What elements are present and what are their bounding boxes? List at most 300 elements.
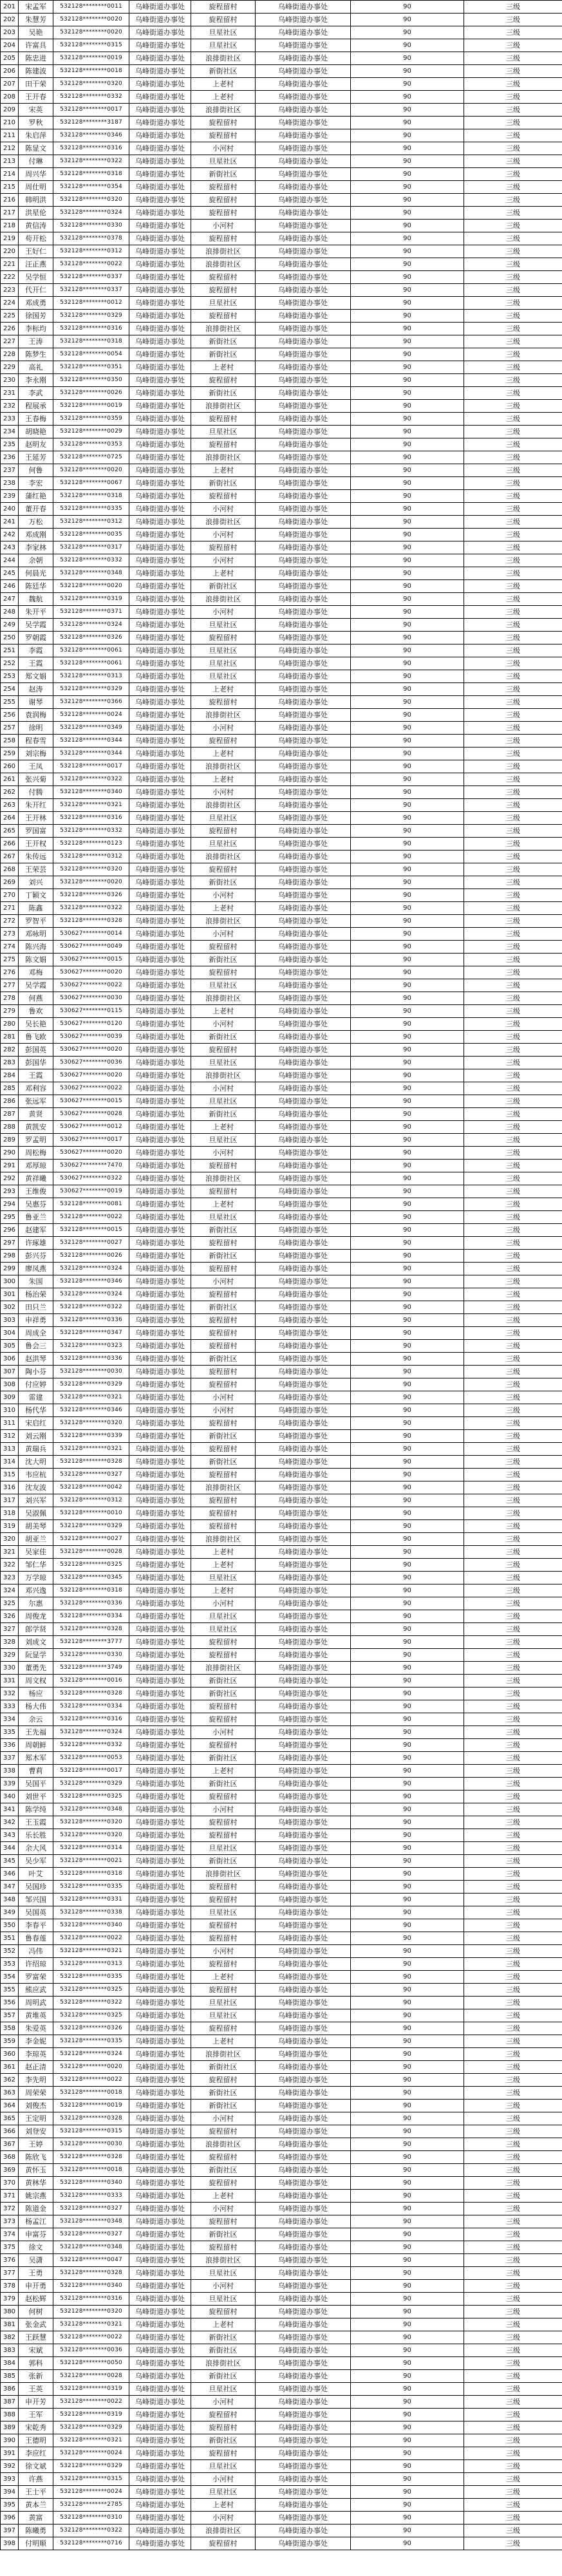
office-cell: 乌峰街道办事处 bbox=[129, 104, 191, 117]
person-name-cell: 邓兴逸 bbox=[19, 1584, 53, 1597]
grade-cell: 三级 bbox=[464, 335, 562, 348]
person-name-cell: 吴国珍 bbox=[19, 1881, 53, 1894]
table-row bbox=[1, 1366, 562, 1378]
issuer-cell: 乌峰街道办事处 bbox=[256, 1984, 351, 1997]
person-name-cell: 吴国英 bbox=[19, 1906, 53, 1919]
person-name-cell: 李家林 bbox=[19, 541, 53, 554]
person-name-cell: 李霞 bbox=[19, 644, 53, 657]
score-cell: 90 bbox=[351, 1778, 464, 1791]
issuer-cell: 乌峰街道办事处 bbox=[256, 1121, 351, 1134]
grade-cell: 三级 bbox=[464, 323, 562, 335]
score-cell: 90 bbox=[351, 1044, 464, 1057]
community-cell: 浪排街社区 bbox=[191, 1069, 256, 1082]
score-cell: 90 bbox=[351, 2061, 464, 2074]
community-cell: 浪排街社区 bbox=[191, 709, 256, 722]
id-number-cell: 532128********0329 bbox=[53, 2421, 129, 2434]
score-cell: 90 bbox=[351, 799, 464, 812]
row-number-cell: 349 bbox=[1, 1906, 19, 1919]
table-row bbox=[1, 258, 562, 271]
table-row bbox=[1, 2524, 562, 2537]
grade-cell: 三级 bbox=[464, 1649, 562, 1662]
score-cell: 90 bbox=[351, 1675, 464, 1688]
grade-cell: 三级 bbox=[464, 941, 562, 954]
id-number-cell: 532128********0337 bbox=[53, 271, 129, 284]
id-number-cell: 532128********0081 bbox=[53, 1198, 129, 1211]
grade-cell: 三级 bbox=[464, 2048, 562, 2061]
office-cell: 乌峰街道办事处 bbox=[129, 490, 191, 503]
office-cell: 乌峰街道办事处 bbox=[129, 284, 191, 297]
community-cell: 新街社区 bbox=[191, 1855, 256, 1868]
office-cell: 乌峰街道办事处 bbox=[129, 2409, 191, 2421]
score-cell: 90 bbox=[351, 1121, 464, 1134]
id-number-cell: 532128********0320 bbox=[53, 2306, 129, 2318]
score-cell: 90 bbox=[351, 1198, 464, 1211]
id-number-cell: 532128********0322 bbox=[53, 155, 129, 168]
row-number-cell: 336 bbox=[1, 1739, 19, 1752]
score-cell: 90 bbox=[351, 2087, 464, 2100]
person-name-cell: 刘世平 bbox=[19, 1791, 53, 1803]
score-cell: 90 bbox=[351, 168, 464, 181]
table-row bbox=[1, 1224, 562, 1237]
score-cell: 90 bbox=[351, 1108, 464, 1121]
issuer-cell: 乌峰街道办事处 bbox=[256, 2177, 351, 2190]
issuer-cell: 乌峰街道办事处 bbox=[256, 1572, 351, 1584]
score-cell: 90 bbox=[351, 1057, 464, 1069]
id-number-cell: 532128********0053 bbox=[53, 1752, 129, 1765]
issuer-cell: 乌峰街道办事处 bbox=[256, 1584, 351, 1597]
row-number-cell: 309 bbox=[1, 1391, 19, 1404]
grade-cell: 三级 bbox=[464, 2370, 562, 2383]
office-cell: 乌峰街道办事处 bbox=[129, 2293, 191, 2306]
id-number-cell: 532128********0347 bbox=[53, 1327, 129, 1340]
score-cell: 90 bbox=[351, 941, 464, 954]
id-number-cell: 530627********0020 bbox=[53, 1147, 129, 1160]
office-cell: 乌峰街道办事处 bbox=[129, 1404, 191, 1417]
id-number-cell: 532128********0353 bbox=[53, 438, 129, 451]
id-number-cell: 532128********0054 bbox=[53, 348, 129, 361]
office-cell: 乌峰街道办事处 bbox=[129, 1778, 191, 1791]
score-cell: 90 bbox=[351, 1378, 464, 1391]
community-cell: 上老村 bbox=[191, 747, 256, 760]
community-cell: 旦星社区 bbox=[191, 670, 256, 683]
score-cell: 90 bbox=[351, 1391, 464, 1404]
person-name-cell: 许燕 bbox=[19, 2473, 53, 2486]
row-number-cell: 304 bbox=[1, 1327, 19, 1340]
id-number-cell: 530627********0015 bbox=[53, 954, 129, 966]
community-cell: 旋程留村 bbox=[191, 2177, 256, 2190]
office-cell: 乌峰街道办事处 bbox=[129, 2151, 191, 2164]
row-number-cell: 235 bbox=[1, 438, 19, 451]
score-cell: 90 bbox=[351, 52, 464, 65]
grade-cell: 三级 bbox=[464, 2151, 562, 2164]
person-name-cell: 张远军 bbox=[19, 1095, 53, 1108]
grade-cell: 三级 bbox=[464, 310, 562, 323]
office-cell: 乌峰街道办事处 bbox=[129, 181, 191, 194]
id-number-cell: 532128********0319 bbox=[53, 2409, 129, 2421]
issuer-cell: 乌峰街道办事处 bbox=[256, 1378, 351, 1391]
row-number-cell: 334 bbox=[1, 1713, 19, 1726]
community-cell: 旋程留村 bbox=[191, 541, 256, 554]
grade-cell: 三级 bbox=[464, 181, 562, 194]
id-number-cell: 530627********0030 bbox=[53, 992, 129, 1005]
community-cell: 新街社区 bbox=[191, 2061, 256, 2074]
community-cell: 旋程留村 bbox=[191, 1314, 256, 1327]
score-cell: 90 bbox=[351, 722, 464, 735]
row-number-cell: 242 bbox=[1, 529, 19, 541]
row-number-cell: 226 bbox=[1, 323, 19, 335]
row-number-cell: 356 bbox=[1, 1997, 19, 2009]
id-number-cell: 532128********0716 bbox=[53, 2537, 129, 2550]
issuer-cell: 乌峰街道办事处 bbox=[256, 1288, 351, 1301]
office-cell: 乌峰街道办事处 bbox=[129, 1765, 191, 1778]
issuer-cell: 乌峰街道办事处 bbox=[256, 1662, 351, 1675]
issuer-cell: 乌峰街道办事处 bbox=[256, 928, 351, 941]
id-number-cell: 532128********0336 bbox=[53, 1597, 129, 1610]
community-cell: 新街社区 bbox=[191, 2331, 256, 2344]
issuer-cell: 乌峰街道办事处 bbox=[256, 1623, 351, 1636]
community-cell: 上老村 bbox=[191, 78, 256, 91]
community-cell: 新街社区 bbox=[191, 65, 256, 78]
office-cell: 乌峰街道办事处 bbox=[129, 78, 191, 91]
issuer-cell: 乌峰街道办事处 bbox=[256, 207, 351, 220]
id-number-cell: 532128********0325 bbox=[53, 1791, 129, 1803]
table-row bbox=[1, 2022, 562, 2035]
table-row bbox=[1, 1, 562, 14]
row-number-cell: 284 bbox=[1, 1069, 19, 1082]
community-cell: 小河村 bbox=[191, 1404, 256, 1417]
score-cell: 90 bbox=[351, 464, 464, 477]
id-number-cell: 532128********0340 bbox=[53, 786, 129, 799]
person-name-cell: 余大风 bbox=[19, 1842, 53, 1855]
office-cell: 乌峰街道办事处 bbox=[129, 1353, 191, 1366]
table-row bbox=[1, 2215, 562, 2228]
id-number-cell: 532128********0329 bbox=[53, 1520, 129, 1533]
issuer-cell: 乌峰街道办事处 bbox=[256, 1108, 351, 1121]
row-number-cell: 264 bbox=[1, 812, 19, 825]
issuer-cell: 乌峰街道办事处 bbox=[256, 683, 351, 696]
score-cell: 90 bbox=[351, 1584, 464, 1597]
row-number-cell: 367 bbox=[1, 2138, 19, 2151]
id-number-cell: 532128********0328 bbox=[53, 1623, 129, 1636]
grade-cell: 三级 bbox=[464, 2280, 562, 2293]
grade-cell: 三级 bbox=[464, 1263, 562, 1275]
id-number-cell: 532128********0316 bbox=[53, 812, 129, 825]
score-cell: 90 bbox=[351, 2473, 464, 2486]
community-cell: 上老村 bbox=[191, 902, 256, 915]
row-number-cell: 201 bbox=[1, 1, 19, 14]
office-cell: 乌峰街道办事处 bbox=[129, 323, 191, 335]
grade-cell: 三级 bbox=[464, 1172, 562, 1185]
community-cell: 新街社区 bbox=[191, 387, 256, 400]
office-cell: 乌峰街道办事处 bbox=[129, 722, 191, 735]
row-number-cell: 302 bbox=[1, 1301, 19, 1314]
id-number-cell: 532128********0326 bbox=[53, 889, 129, 902]
community-cell: 新街社区 bbox=[191, 876, 256, 889]
issuer-cell: 乌峰街道办事处 bbox=[256, 554, 351, 567]
office-cell: 乌峰街道办事处 bbox=[129, 670, 191, 683]
issuer-cell: 乌峰街道办事处 bbox=[256, 117, 351, 129]
id-number-cell: 532128********0022 bbox=[53, 258, 129, 271]
grade-cell: 三级 bbox=[464, 760, 562, 773]
office-cell: 乌峰街道办事处 bbox=[129, 348, 191, 361]
issuer-cell: 乌峰街道办事处 bbox=[256, 2151, 351, 2164]
community-cell: 旋程留村 bbox=[191, 1636, 256, 1649]
row-number-cell: 258 bbox=[1, 735, 19, 747]
issuer-cell: 乌峰街道办事处 bbox=[256, 1172, 351, 1185]
table-row bbox=[1, 786, 562, 799]
grade-cell: 三级 bbox=[464, 1288, 562, 1301]
row-number-cell: 319 bbox=[1, 1520, 19, 1533]
office-cell: 乌峰街道办事处 bbox=[129, 2460, 191, 2473]
office-cell: 乌峰街道办事处 bbox=[129, 1713, 191, 1726]
id-number-cell: 532128********0348 bbox=[53, 2241, 129, 2254]
score-cell: 90 bbox=[351, 2344, 464, 2357]
office-cell: 乌峰街道办事处 bbox=[129, 1211, 191, 1224]
office-cell: 乌峰街道办事处 bbox=[129, 1160, 191, 1172]
office-cell: 乌峰街道办事处 bbox=[129, 747, 191, 760]
id-number-cell: 532128********0020 bbox=[53, 464, 129, 477]
issuer-cell: 乌峰街道办事处 bbox=[256, 400, 351, 413]
person-name-cell: 吴长艳 bbox=[19, 1018, 53, 1031]
grade-cell: 三级 bbox=[464, 2138, 562, 2151]
office-cell: 乌峰街道办事处 bbox=[129, 1391, 191, 1404]
community-cell: 旦星社区 bbox=[191, 1572, 256, 1584]
row-number-cell: 267 bbox=[1, 851, 19, 863]
grade-cell: 三级 bbox=[464, 1662, 562, 1675]
community-cell: 上老村 bbox=[191, 2499, 256, 2512]
person-name-cell: 余朝 bbox=[19, 554, 53, 567]
person-name-cell: 邓成勇 bbox=[19, 297, 53, 310]
grade-cell: 三级 bbox=[464, 1134, 562, 1147]
office-cell: 乌峰街道办事处 bbox=[129, 2074, 191, 2087]
person-name-cell: 李金妮 bbox=[19, 2035, 53, 2048]
office-cell: 乌峰街道办事处 bbox=[129, 1108, 191, 1121]
office-cell: 乌峰街道办事处 bbox=[129, 1417, 191, 1430]
score-cell: 90 bbox=[351, 2138, 464, 2151]
community-cell: 旦星社区 bbox=[191, 426, 256, 438]
row-number-cell: 221 bbox=[1, 258, 19, 271]
community-cell: 旋程留村 bbox=[191, 1739, 256, 1752]
community-cell: 浪排街社区 bbox=[191, 1868, 256, 1881]
score-cell: 90 bbox=[351, 2383, 464, 2396]
id-number-cell: 532128********0024 bbox=[53, 709, 129, 722]
row-number-cell: 256 bbox=[1, 709, 19, 722]
row-number-cell: 245 bbox=[1, 567, 19, 580]
office-cell: 乌峰街道办事处 bbox=[129, 1057, 191, 1069]
issuer-cell: 乌峰街道办事处 bbox=[256, 863, 351, 876]
grade-cell: 三级 bbox=[464, 2318, 562, 2331]
grade-cell: 三级 bbox=[464, 1623, 562, 1636]
grade-cell: 三级 bbox=[464, 2396, 562, 2409]
office-cell: 乌峰街道办事处 bbox=[129, 992, 191, 1005]
grade-cell: 三级 bbox=[464, 554, 562, 567]
score-cell: 90 bbox=[351, 1803, 464, 1816]
issuer-cell: 乌峰街道办事处 bbox=[256, 735, 351, 747]
community-cell: 小河村 bbox=[191, 554, 256, 567]
issuer-cell: 乌峰街道办事处 bbox=[256, 606, 351, 619]
person-name-cell: 万松 bbox=[19, 516, 53, 529]
person-name-cell: 黄本兰 bbox=[19, 2499, 53, 2512]
row-number-cell: 217 bbox=[1, 207, 19, 220]
person-name-cell: 王涛 bbox=[19, 335, 53, 348]
person-name-cell: 代开仁 bbox=[19, 284, 53, 297]
issuer-cell: 乌峰街道办事处 bbox=[256, 1791, 351, 1803]
row-number-cell: 238 bbox=[1, 477, 19, 490]
community-cell: 旦星社区 bbox=[191, 39, 256, 52]
issuer-cell: 乌峰街道办事处 bbox=[256, 1559, 351, 1572]
table-row bbox=[1, 2421, 562, 2434]
community-cell: 旋程留村 bbox=[191, 2421, 256, 2434]
office-cell: 乌峰街道办事处 bbox=[129, 400, 191, 413]
office-cell: 乌峰街道办事处 bbox=[129, 2434, 191, 2447]
grade-cell: 三级 bbox=[464, 2331, 562, 2344]
issuer-cell: 乌峰街道办事处 bbox=[256, 129, 351, 142]
id-number-cell: 532128********0316 bbox=[53, 2293, 129, 2306]
community-cell: 浪排街社区 bbox=[191, 851, 256, 863]
issuer-cell: 乌峰街道办事处 bbox=[256, 1057, 351, 1069]
issuer-cell: 乌峰街道办事处 bbox=[256, 1237, 351, 1250]
row-number-cell: 228 bbox=[1, 348, 19, 361]
office-cell: 乌峰街道办事处 bbox=[129, 1636, 191, 1649]
table-row bbox=[1, 284, 562, 297]
grade-cell: 三级 bbox=[464, 1237, 562, 1250]
issuer-cell: 乌峰街道办事处 bbox=[256, 1894, 351, 1906]
row-number-cell: 394 bbox=[1, 2486, 19, 2499]
issuer-cell: 乌峰街道办事处 bbox=[256, 2447, 351, 2460]
community-cell: 旋程留村 bbox=[191, 2215, 256, 2228]
grade-cell: 三级 bbox=[464, 2447, 562, 2460]
score-cell: 90 bbox=[351, 1572, 464, 1584]
grade-cell: 三级 bbox=[464, 1095, 562, 1108]
table-row bbox=[1, 683, 562, 696]
community-cell: 新街社区 bbox=[191, 1031, 256, 1044]
score-cell: 90 bbox=[351, 1430, 464, 1443]
id-number-cell: 532128********0020 bbox=[53, 26, 129, 39]
person-name-cell: 周朝鲜 bbox=[19, 1739, 53, 1752]
score-cell: 90 bbox=[351, 1417, 464, 1430]
office-cell: 乌峰街道办事处 bbox=[129, 1198, 191, 1211]
community-cell: 小河村 bbox=[191, 142, 256, 155]
score-cell: 90 bbox=[351, 2524, 464, 2537]
table-row bbox=[1, 1469, 562, 1481]
id-number-cell: 532128********0015 bbox=[53, 1224, 129, 1237]
office-cell: 乌峰街道办事处 bbox=[129, 1559, 191, 1572]
issuer-cell: 乌峰街道办事处 bbox=[256, 1275, 351, 1288]
row-number-cell: 215 bbox=[1, 181, 19, 194]
office-cell: 乌峰街道办事处 bbox=[129, 2512, 191, 2524]
id-number-cell: 532128********0327 bbox=[53, 1469, 129, 1481]
score-cell: 90 bbox=[351, 117, 464, 129]
grade-cell: 三级 bbox=[464, 297, 562, 310]
row-number-cell: 299 bbox=[1, 1263, 19, 1275]
office-cell: 乌峰街道办事处 bbox=[129, 812, 191, 825]
score-cell: 90 bbox=[351, 1945, 464, 1958]
table-row bbox=[1, 1919, 562, 1932]
person-name-cell: 杨代华 bbox=[19, 1404, 53, 1417]
row-number-cell: 276 bbox=[1, 966, 19, 979]
person-name-cell: 付琳 bbox=[19, 155, 53, 168]
id-number-cell: 532128********0022 bbox=[53, 2074, 129, 2087]
id-number-cell: 532128********0320 bbox=[53, 194, 129, 207]
issuer-cell: 乌峰街道办事处 bbox=[256, 1945, 351, 1958]
grade-cell: 三级 bbox=[464, 2486, 562, 2499]
row-number-cell: 311 bbox=[1, 1417, 19, 1430]
score-cell: 90 bbox=[351, 979, 464, 992]
office-cell: 乌峰街道办事处 bbox=[129, 2344, 191, 2357]
grade-cell: 三级 bbox=[464, 786, 562, 799]
grade-cell: 三级 bbox=[464, 2177, 562, 2190]
score-cell: 90 bbox=[351, 1906, 464, 1919]
issuer-cell: 乌峰街道办事处 bbox=[256, 1610, 351, 1623]
person-name-cell: 沈大明 bbox=[19, 1456, 53, 1469]
grade-cell: 三级 bbox=[464, 1688, 562, 1700]
office-cell: 乌峰街道办事处 bbox=[129, 65, 191, 78]
grade-cell: 三级 bbox=[464, 464, 562, 477]
table-row bbox=[1, 1894, 562, 1906]
person-name-cell: 王定明 bbox=[19, 2112, 53, 2125]
grade-cell: 三级 bbox=[464, 361, 562, 374]
id-number-cell: 532128********0351 bbox=[53, 361, 129, 374]
row-number-cell: 358 bbox=[1, 2022, 19, 2035]
id-number-cell: 532128********0322 bbox=[53, 2524, 129, 2537]
office-cell: 乌峰街道办事处 bbox=[129, 541, 191, 554]
table-row bbox=[1, 1069, 562, 1082]
grade-cell: 三级 bbox=[464, 1984, 562, 1997]
grade-cell: 三级 bbox=[464, 1404, 562, 1417]
table-row bbox=[1, 606, 562, 619]
office-cell: 乌峰街道办事处 bbox=[129, 2125, 191, 2138]
community-cell: 小河村 bbox=[191, 1147, 256, 1160]
grade-cell: 三级 bbox=[464, 1855, 562, 1868]
office-cell: 乌峰街道办事处 bbox=[129, 1752, 191, 1765]
issuer-cell: 乌峰街道办事处 bbox=[256, 2280, 351, 2293]
score-cell: 90 bbox=[351, 1842, 464, 1855]
score-cell: 90 bbox=[351, 2241, 464, 2254]
person-name-cell: 鲁欢 bbox=[19, 1005, 53, 1018]
table-row bbox=[1, 451, 562, 464]
row-number-cell: 243 bbox=[1, 541, 19, 554]
score-cell: 90 bbox=[351, 1250, 464, 1263]
id-number-cell: 532128********0344 bbox=[53, 735, 129, 747]
issuer-cell: 乌峰街道办事处 bbox=[256, 1198, 351, 1211]
issuer-cell: 乌峰街道办事处 bbox=[256, 2396, 351, 2409]
table-row bbox=[1, 1172, 562, 1185]
table-row bbox=[1, 477, 562, 490]
grade-cell: 三级 bbox=[464, 426, 562, 438]
row-number-cell: 377 bbox=[1, 2267, 19, 2280]
id-number-cell: 532128********0011 bbox=[53, 1, 129, 14]
id-number-cell: 532128********0022 bbox=[53, 2331, 129, 2344]
grade-cell: 三级 bbox=[464, 2125, 562, 2138]
office-cell: 乌峰街道办事处 bbox=[129, 838, 191, 851]
office-cell: 乌峰街道办事处 bbox=[129, 2370, 191, 2383]
row-number-cell: 253 bbox=[1, 670, 19, 683]
issuer-cell: 乌峰街道办事处 bbox=[256, 1494, 351, 1507]
row-number-cell: 282 bbox=[1, 1044, 19, 1057]
issuer-cell: 乌峰街道办事处 bbox=[256, 1443, 351, 1456]
person-name-cell: 程展承 bbox=[19, 400, 53, 413]
community-cell: 新街社区 bbox=[191, 168, 256, 181]
id-number-cell: 530627********0015 bbox=[53, 1095, 129, 1108]
person-name-cell: 韩明洪 bbox=[19, 194, 53, 207]
score-cell: 90 bbox=[351, 2280, 464, 2293]
table-row bbox=[1, 438, 562, 451]
row-number-cell: 206 bbox=[1, 65, 19, 78]
office-cell: 乌峰街道办事处 bbox=[129, 2473, 191, 2486]
community-cell: 旋程留村 bbox=[191, 1340, 256, 1353]
score-cell: 90 bbox=[351, 593, 464, 606]
person-name-cell: 杨治荣 bbox=[19, 1288, 53, 1301]
